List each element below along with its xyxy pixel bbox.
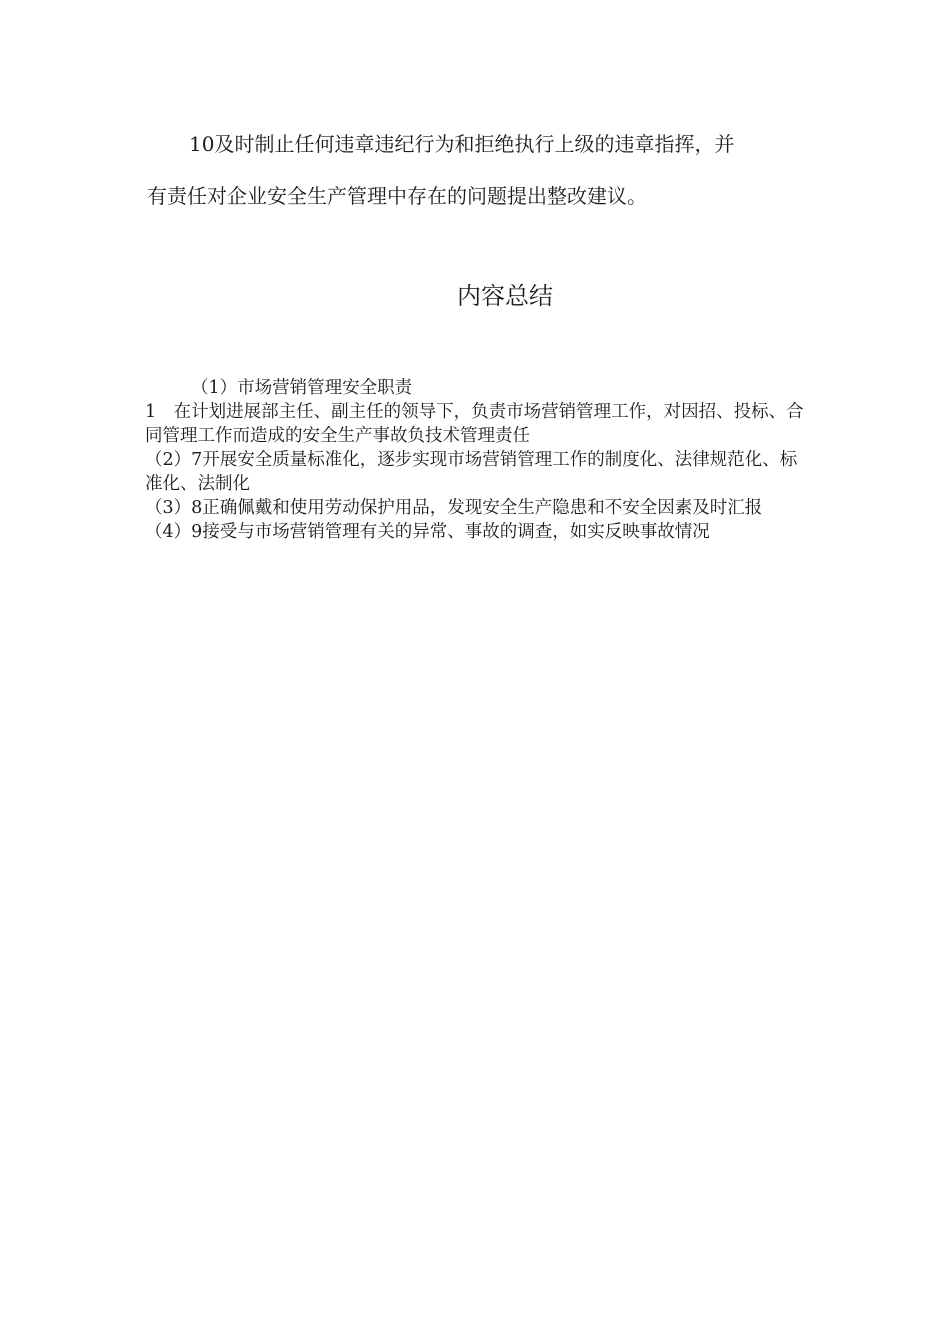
intro-line-1: 10及时制止任何违章违纪行为和拒绝执行上级的违章指挥，并 <box>189 132 735 156</box>
intro-line-2: 有责任对企业安全生产管理中存在的问题提出整改建议。 <box>147 184 647 208</box>
summary-heading: （1）市场营销管理安全职责 <box>191 378 413 398</box>
intro-paragraph <box>147 118 807 222</box>
summary-section <box>145 376 805 544</box>
summary-item: （4）9接受与市场营销管理有关的异常、事故的调查，如实反映事故情况 <box>145 522 710 542</box>
summary-item: （3）8正确佩戴和使用劳动保护用品，发现安全生产隐患和不安全因素及时汇报 <box>145 498 763 518</box>
summary-item: 1 在计划进展部主任、副主任的领导下，负责市场营销管理工作，对因招、投标、合同管理工作而造成的安全生产事故负技术管理责任 <box>145 402 804 446</box>
summary-item: （2）7开展安全质量标准化，逐步实现市场营销管理工作的制度化、法律规范化、标准化、法制化 <box>145 450 798 494</box>
summary-title: 内容总结 <box>457 282 553 310</box>
